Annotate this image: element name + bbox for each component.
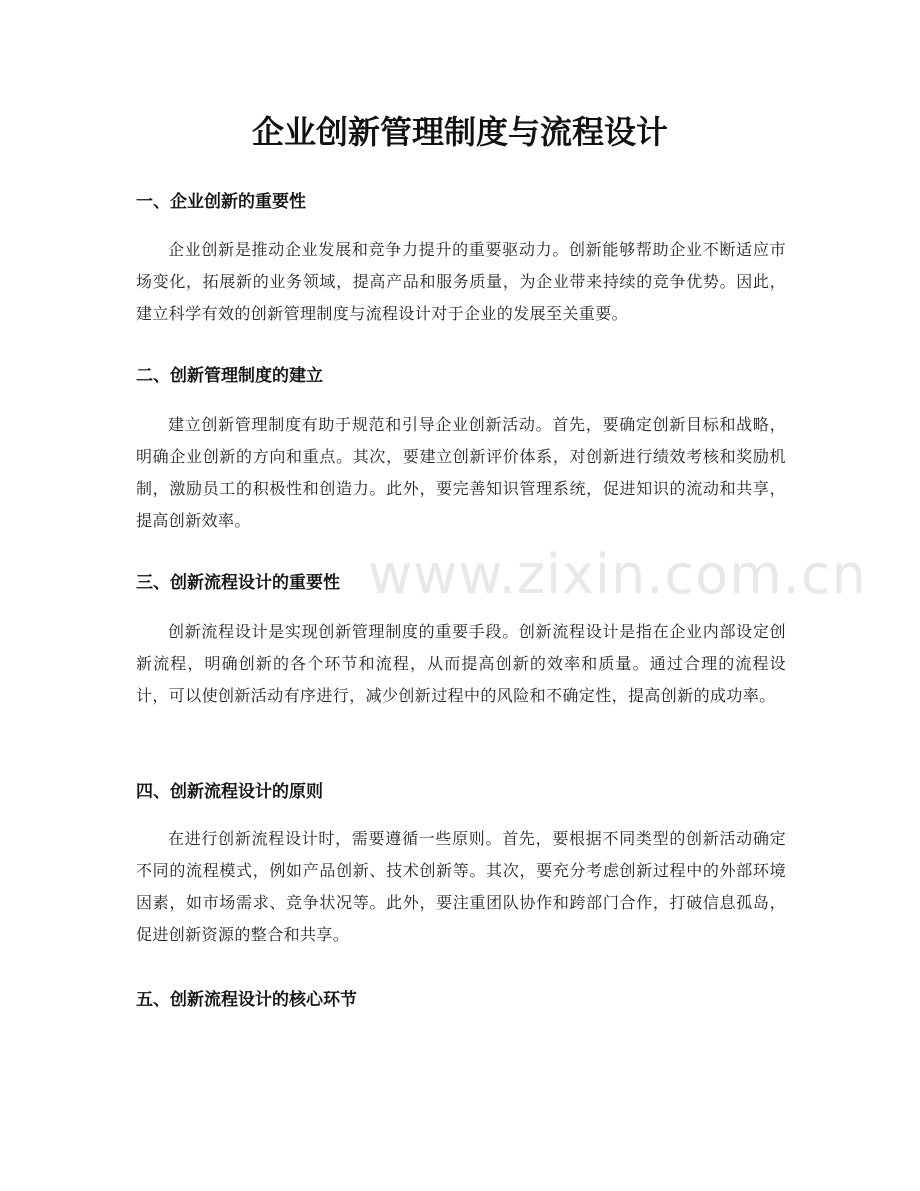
section-paragraph-1: 企业创新是推动企业发展和竞争力提升的重要驱动力。创新能够帮助企业不断适应市场变化，拓展新的业务领域，提高产品和服务质量，为企业带来持续的竞争优势。因此，建立科学有效的创新管理制度与流程设计对于企业的发展至关重要。	[136, 240, 786, 323]
section-paragraph-3: 创新流程设计是实现创新管理制度的重要手段。创新流程设计是指在企业内部设定创新流程，明确创新的各个环节和流程，从而提高创新的效率和质量。通过合理的流程设计，可以使创新活动有序进行，减少创新过程中的风险和不确定性，提高创新的成功率。	[136, 622, 786, 705]
section-heading-4: 四、创新流程设计的原则	[136, 782, 323, 802]
watermark-text: www.zixin.com.cn	[368, 543, 867, 606]
section-heading-5: 五、创新流程设计的核心环节	[136, 990, 357, 1010]
document-title: 企业创新管理制度与流程设计	[251, 113, 668, 151]
section-heading-1: 一、企业创新的重要性	[136, 192, 306, 212]
section-paragraph-2: 建立创新管理制度有助于规范和引导企业创新活动。首先，要确定创新目标和战略，明确企业创新的方向和重点。其次，要建立创新评价体系，对创新进行绩效考核和奖励机制，激励员工的积极性和创造力。此外，要完善知识管理系统，促进知识的流动和共享，提高创新效率。	[136, 415, 786, 530]
section-heading-2: 二、创新管理制度的建立	[136, 366, 323, 386]
section-paragraph-4: 在进行创新流程设计时，需要遵循一些原则。首先，要根据不同类型的创新活动确定不同的流程模式，例如产品创新、技术创新等。其次，要充分考虑创新过程中的外部环境因素，如市场需求、竞争状况等。此外，要注重团队协作和跨部门合作，打破信息孤岛，促进创新资源的整合和共享。	[136, 829, 786, 944]
section-heading-3: 三、创新流程设计的重要性	[136, 573, 340, 593]
